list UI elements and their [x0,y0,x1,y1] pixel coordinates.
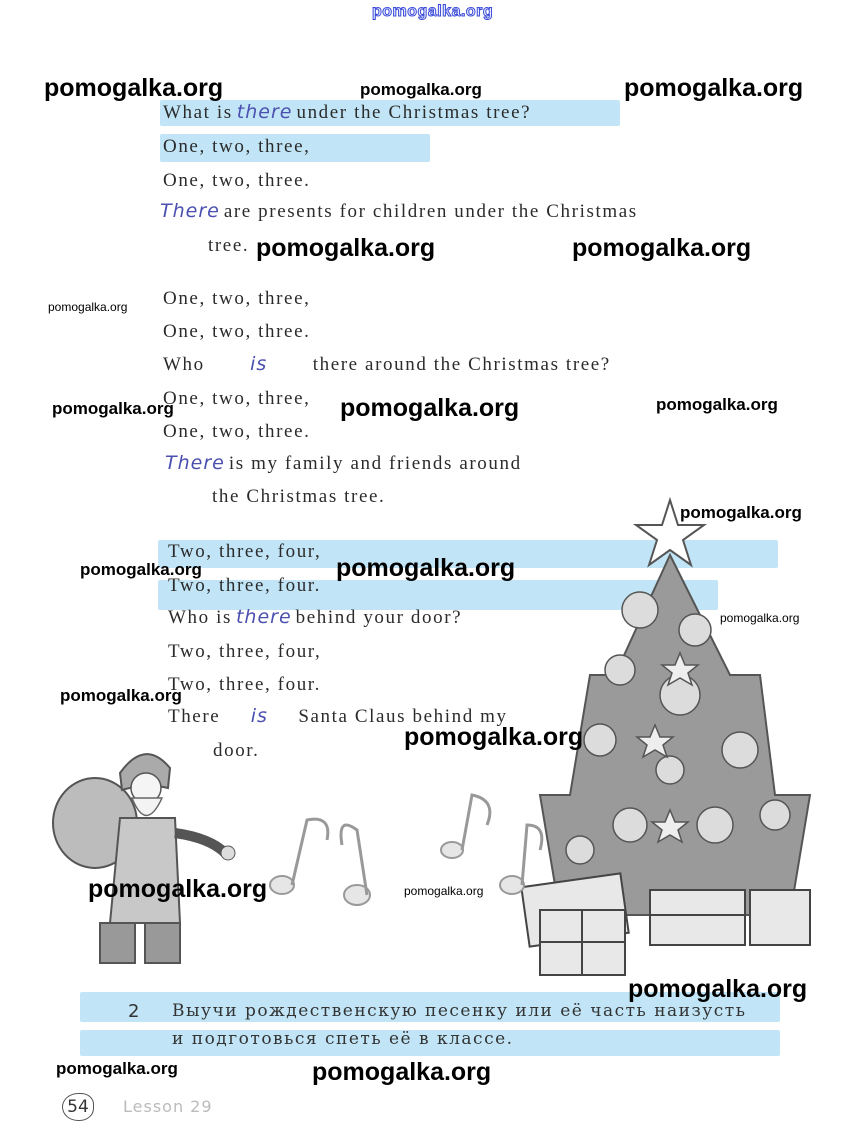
santa-claus-illustration [50,738,240,973]
line-text: Santa Claus behind my [298,706,508,727]
line-text: there around the Christmas tree? [312,354,611,375]
watermark: pomogalka.org [572,234,752,262]
line-text: Who [163,354,205,375]
line-text: Two, three, four, [168,641,322,662]
handwritten-answer: there [236,101,293,123]
line-text: are presents for children under the Christmas [223,201,638,222]
line-text: One, two, three. [163,321,311,342]
handwritten-answer: There [165,452,225,474]
song-line [212,486,385,508]
song-line [163,421,310,443]
lesson-label: Lesson 29 [123,1097,213,1116]
line-text: the Christmas tree. [212,486,386,507]
watermark: pomogalka.org [60,686,182,705]
line-text: One, two, three, [163,288,311,309]
watermark: pomogalka.org [56,1059,178,1078]
line-text: is my family and friends around [228,453,522,474]
watermark: pomogalka.org [48,300,128,314]
watermark: pomogalka.org [360,80,482,99]
line-text: Two, three, four. [168,674,322,695]
line-text: One, two, three. [163,170,311,191]
song-line [163,170,310,192]
song-line [168,606,462,629]
song-line [163,101,531,124]
top-watermark-link[interactable]: pomogalka.org [372,3,494,20]
line-text: door. [213,740,260,761]
song-line [208,235,249,257]
song-line [163,136,310,158]
watermark: pomogalka.org [80,560,202,579]
song-line [163,288,310,310]
exercise-number: 2 [128,1001,140,1022]
watermark: pomogalka.org [88,875,268,903]
line-text: Who is [168,607,232,628]
page-number: 54 [62,1093,94,1121]
watermark: pomogalka.org [44,74,224,102]
line-text: One, two, three, [163,136,311,157]
watermark: pomogalka.org [52,399,174,418]
handwritten-answer: is [250,705,268,727]
watermark: pomogalka.org [404,884,484,898]
song-line [163,388,310,410]
line-text: tree. [208,235,250,256]
watermark: pomogalka.org [624,74,804,102]
line-text: One, two, three. [163,421,311,442]
watermark: pomogalka.org [720,611,800,625]
song-line [165,452,522,475]
watermark: pomogalka.org [404,723,584,751]
line-text: One, two, three, [163,388,311,409]
watermark: pomogalka.org [628,975,808,1003]
line-text: Two, three, four, [168,541,322,562]
watermark: pomogalka.org [680,503,802,522]
handwritten-answer: There [160,200,220,222]
handwritten-answer: there [235,606,292,628]
line-text: Two, three, four. [168,575,322,596]
watermark: pomogalka.org [656,395,778,414]
line-text: There [168,706,221,727]
song-line [160,200,638,223]
watermark: pomogalka.org [312,1058,492,1086]
handwritten-answer: is [250,353,268,375]
song-line [168,641,321,663]
watermark: pomogalka.org [336,554,516,582]
watermark: pomogalka.org [256,234,436,262]
exercise-instruction-line-1: Выучи рождественскую песенку или её часть наизусть [172,1001,747,1021]
exercise-instruction-line-2: и подготовься спеть её в классе. [172,1029,514,1049]
line-text: What is [163,102,233,123]
song-line [163,321,310,343]
line-text: under the Christmas tree? [296,102,532,123]
song-line [163,353,611,376]
song-line [168,674,321,696]
watermark: pomogalka.org [340,394,520,422]
line-text: behind your door? [295,607,463,628]
